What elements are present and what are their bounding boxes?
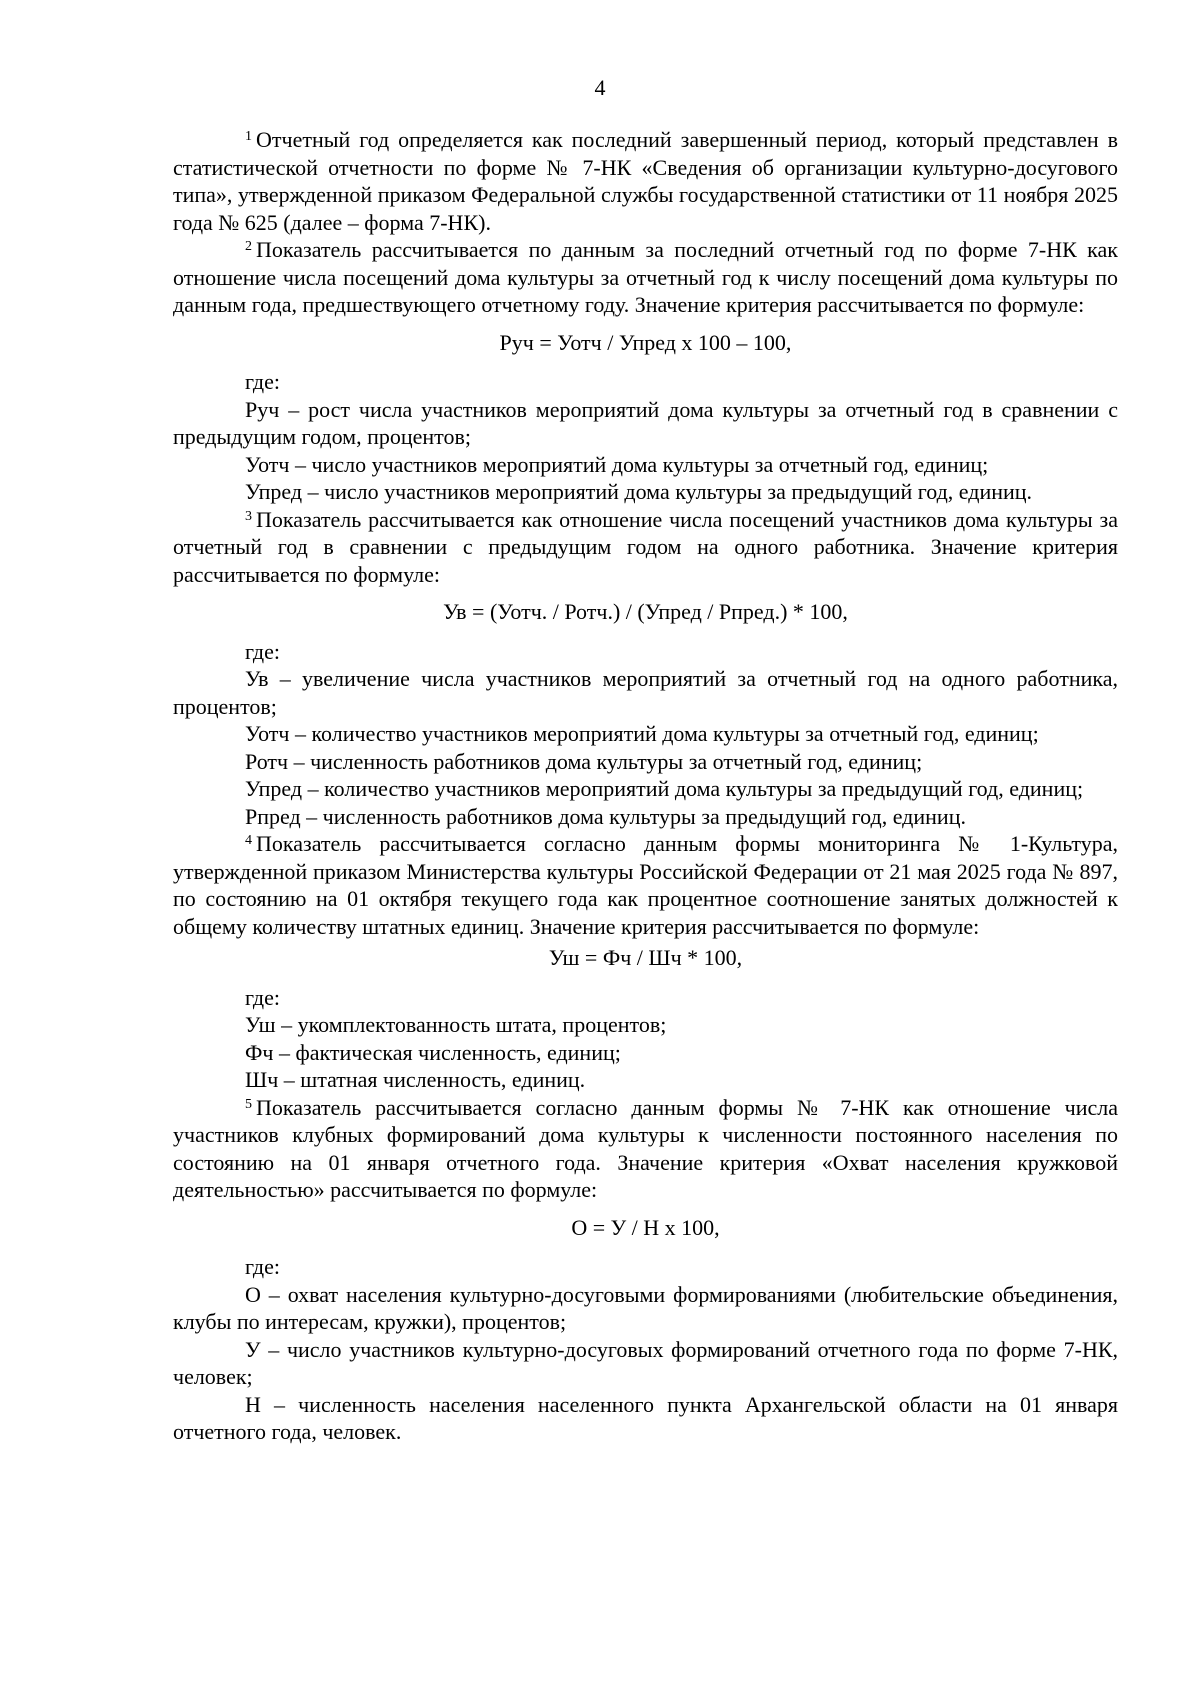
footnote-4 — [173, 830, 1118, 940]
formula: Руч = Уотч / Упред х 100 – 100, — [499, 329, 792, 355]
page-number: 4 — [594, 75, 606, 100]
definition: У – число участников культурно-досуговых формирований отчетного года по форме 7-НК, человек; — [173, 1336, 1118, 1389]
definition: Рпред – численность работников дома культуры за предыдущий год, единиц. — [245, 803, 966, 829]
footnote-text: Показатель рассчитывается согласно данным формы № 7-НК как отношение числа участников клубных формирований дома культуры к численности постоянного населения по состоянию на 01 января отчетного года. Значение критерия «Охват населения кружковой деятельностью» рассчитывается по формуле: — [173, 1094, 1118, 1202]
footnote-1 — [173, 126, 1118, 236]
definition: Фч – фактическая численность, единиц; — [245, 1039, 621, 1065]
definition: Уш – укомплектованность штата, процентов; — [245, 1012, 667, 1037]
footnote-marker: 3 — [245, 508, 252, 524]
formula: Уш = Фч / Шч * 100, — [548, 945, 743, 970]
definition: Руч – рост числа участников мероприятий дома культуры за отчетный год в сравнении с предыдущим годом, процентов; — [173, 396, 1118, 449]
footnote-2 — [173, 236, 1118, 319]
footnote-marker: 4 — [245, 833, 252, 848]
formula: Ув = (Уотч. / Ротч.) / (Упред / Рпред.) * 100, — [443, 599, 848, 624]
footnote-text: Отчетный год определяется как последний завершенный период, который представлен в статистической отчетности по форме № 7-НК «Сведения об организации культурно-досугового типа», утвержденной приказом Федеральной службы государственной статистики от 11 ноября 2025 года № 625 (далее – форма 7-НК). — [173, 127, 1118, 235]
definition: Уотч – число участников мероприятий дома культуры за отчетный год, единиц; — [245, 451, 989, 477]
definition: Шч – штатная численность, единиц. — [245, 1067, 586, 1092]
where-label: где: — [245, 369, 280, 394]
footnote-marker: 1 — [245, 129, 252, 144]
footnote-text: Показатель рассчитывается по данным за последний отчетный год по форме 7-НК как отношение числа посещений дома культуры за отчетный год к числу посещений дома культуры по данным года, предшествующего отчетному году. Значение критерия рассчитывается по формуле: — [173, 237, 1118, 317]
definition: Упред – количество участников мероприятий дома культуры за предыдущий год, единиц; — [245, 776, 1084, 801]
where-label: где: — [245, 1254, 280, 1279]
footnote-marker: 2 — [245, 239, 252, 254]
footnote-text: Показатель рассчитывается как отношение числа посещений участников дома культуры за отчетный год в сравнении с предыдущим годом на одного работника. Значение критерия рассчитывается по формуле: — [173, 506, 1118, 587]
footnote-3 — [173, 506, 1118, 589]
footnotes-body — [173, 126, 1118, 1446]
definition: Н – численность населения населенного пункта Архангельской области на 01 января отчетного года, человек. — [173, 1391, 1118, 1444]
definition: Упред – число участников мероприятий дома культуры за предыдущий год, единиц. — [245, 479, 1033, 504]
formula: О = У / Н х 100, — [571, 1214, 720, 1240]
footnote-5 — [173, 1094, 1118, 1204]
definition: О – охват населения культурно-досуговыми формированиями (любительские объединения, клубы по интересам, кружки), процентов; — [173, 1281, 1118, 1334]
definition: Уотч – количество участников мероприятий дома культуры за отчетный год, единиц; — [245, 721, 1039, 746]
footnote-text: Показатель рассчитывается согласно данным формы мониторинга № 1-Культура, утвержденной приказом Министерства культуры Российской Федерации от 21 мая 2025 года № 897, по состоянию на 01 октября текущего года как процентное соотношение занятых должностей к общему количеству штатных единиц. Значение критерия рассчитывается по формуле: — [173, 831, 1118, 939]
footnote-marker: 5 — [245, 1096, 252, 1112]
definition: Ув – увеличение числа участников мероприятий за отчетный год на одного работника, процентов; — [173, 666, 1118, 719]
where-label: где: — [245, 638, 280, 664]
where-label: где: — [245, 984, 280, 1010]
definition: Ротч – численность работников дома культуры за отчетный год, единиц; — [245, 748, 923, 774]
